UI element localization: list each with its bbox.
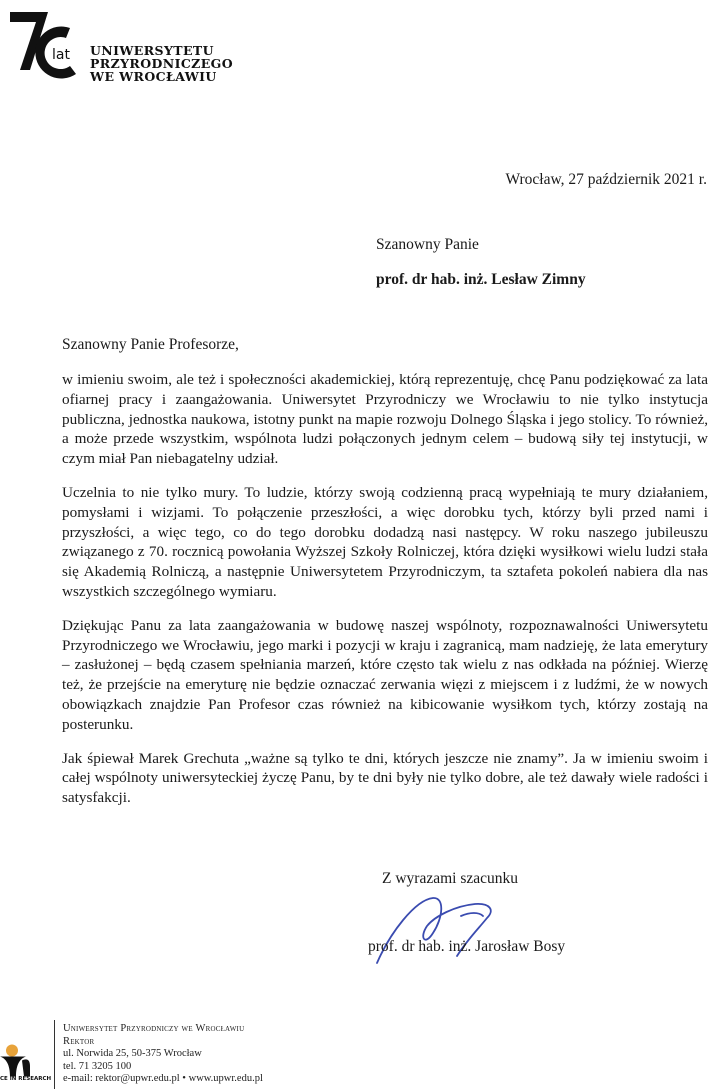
greeting: Szanowny Panie Profesorze,	[62, 336, 239, 353]
signer-name: prof. dr hab. inż. Jarosław Bosy	[368, 938, 566, 955]
letter-body	[62, 370, 708, 822]
letter-date: Wrocław, 27 październik 2021 r.	[505, 171, 707, 188]
footer-logo-caption: CE IN RESEARCH	[0, 1076, 52, 1082]
paragraph: Jak śpiewał Marek Grechuta „ważne są tylko te dni, których jeszcze nie znamy”. Ja w imieniu swoim i całej wspólnoty uniwersyteckiej życzę Panu, by te dni były nie tylko dobre, ale też dawały wiele radości i satysfakcji.	[62, 749, 708, 807]
university-70-years-logo	[8, 8, 248, 88]
footer-street: ul. Norwida 25, 50-375 Wrocław	[63, 1048, 202, 1060]
footer-divider	[54, 1020, 55, 1089]
footer-contact: e-mail: rektor@upwr.edu.pl • www.upwr.edu.pl	[63, 1073, 263, 1085]
paragraph: Uczelnia to nie tylko mury. To ludzie, którzy swoją codzienną pracą wypełniają te mury działaniem, pomysłami i wizjami. To połączenie przeszłości, a więc dorobku tych, którzy byli przed nami i przyszłości, a więc tego, co do tego dorobku dodadzą nasi następcy. W roku naszego jubileuszu związanego z 70. rocznicą powołania Wyższej Szkoły Rolniczej, która dzięki wysiłkowi wielu ludzi stała się Akademią Rolniczą, a następnie Uniwersytetem Przyrodniczym, ta sztafeta pokoleń nabiera dla nas wszystkich szczególnego wymiaru.	[62, 483, 708, 600]
logo-lat: lat	[52, 47, 70, 63]
closing: Z wyrazami szacunku	[382, 870, 518, 887]
footer-phone: tel. 71 3205 100	[63, 1060, 132, 1072]
footer-address	[63, 1023, 263, 1086]
footer-university: Uniwersytet Przyrodniczy we Wrocławiu	[63, 1023, 245, 1034]
paragraph: w imieniu swoim, ale też i społeczności akademickiej, którą reprezentuję, chcę Panu podziękować za lata ofiarnej pracy i zaangażowania. Uniwersytet Przyrodniczy we Wrocławiu to nie tylko instytucja publiczna, jednostka naukowa, istotny punkt na mapie rozwoju Dolnego Śląska i jego stolicy. To również, a może przede wszystkim, wspólnota ludzi połączonych jednym celem – budową siły tej instytucji, w czym miał Pan niebagatelny udział.	[62, 371, 708, 468]
footer-office: Rektor	[63, 1035, 95, 1047]
salutation: Szanowny Panie	[376, 236, 479, 253]
logo-university-name: UNIWERSYTETU PRZYRODNICZEGO WE WROCŁAWIU	[90, 43, 233, 84]
recipient-name: prof. dr hab. inż. Lesław Zimny	[376, 271, 586, 288]
handwritten-signature-icon	[375, 888, 515, 968]
paragraph: Dziękując Panu za lata zaangażowania w budowę naszej wspólnoty, rozpoznawalności Uniwersytetu Przyrodniczego we Wrocławiu, jego marki i pozycji w kraju i zagranicą, mam nadzieję, że lata emerytury – zasłużonej – będą czasem spełniania marzeń, które często tak wielu z nas odkłada na później. Wierzę też, że przejście na emeryturę nie będzie oznaczać zerwania więzi z miejscem i z ludźmi, że w nowych obowiązkach znajdzie Pan Profesor czas również na kibicowanie wysiłkom tych, którzy zostają na posterunku.	[62, 616, 708, 733]
